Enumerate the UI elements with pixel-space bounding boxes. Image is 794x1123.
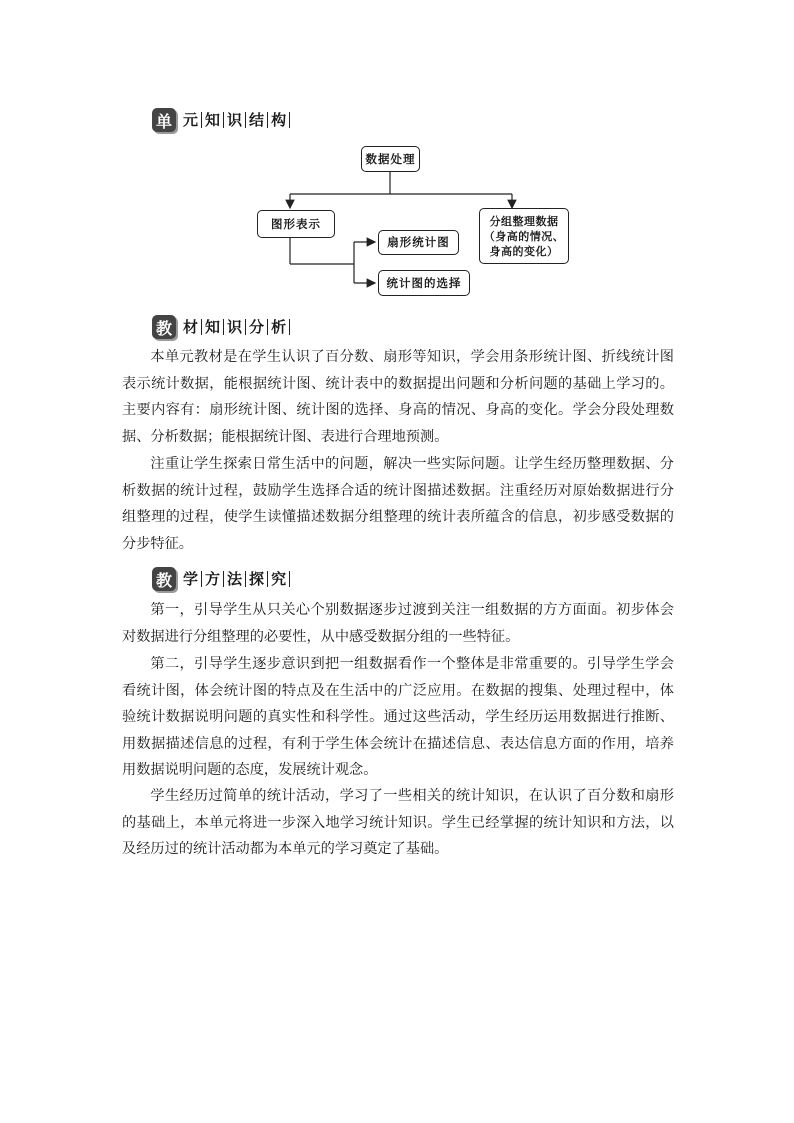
section-heading-textbook-analysis <box>152 313 290 341</box>
node-grouped-data <box>479 208 569 264</box>
knowledge-structure-diagram <box>0 0 794 320</box>
title-char: 识 <box>224 112 246 128</box>
title-char: 分 <box>246 319 268 335</box>
title-char: 结 <box>246 112 268 128</box>
paragraph: 本单元教材是在学生认识了百分数、扇形等知识，学会用条形统计图、折线统计图表示统计数据，能根据统计图、统计表中的数据提出问题和分析问题的基础上学习的。主要内容有：扇形统计图、统计图的选择、身高的情况、身高的变化。学会分段处理数据、分析数据；能根据统计图、表进行合理地预测。 <box>122 349 674 445</box>
paragraph: 注重让学生探索日常生活中的问题，解决一些实际问题。让学生经历整理数据、分析数据的统计过程，鼓励学生选择合适的统计图描述数据。注重经历对原始数据进行分组整理的过程，使学生读懂描述数据分组整理的统计表所蕴含的信息，初步感受数据的分步特征。 <box>122 456 674 552</box>
paragraph: 第二，引导学生逐步意识到把一组数据看作一个整体是非常重要的。引导学生学会看统计图，体会统计图的特点及在生活中的广泛应用。在数据的搜集、处理过程中，体验统计数据说明问题的真实性和科学性。通过这些活动，学生经历运用数据进行推断、用数据描述信息的过程，有利于学生体会统计在描述信息、表达信息方面的作用，培养用数据说明问题的态度，发展统计观念。 <box>122 656 674 778</box>
section-title <box>183 571 290 587</box>
title-char: 识 <box>224 319 246 335</box>
section-badge: 单 <box>152 108 176 132</box>
node-pie-chart: 扇形统计图 <box>378 230 459 255</box>
title-char: 材 <box>183 319 202 335</box>
title-char: 构 <box>268 112 290 128</box>
title-char: 析 <box>268 319 290 335</box>
title-char: 知 <box>202 112 224 128</box>
title-char: 究 <box>268 571 290 587</box>
node-data-processing: 数据处理 <box>361 146 420 172</box>
title-char: 探 <box>246 571 268 587</box>
title-char: 法 <box>224 571 246 587</box>
node-chart-selection: 统计图的选择 <box>378 270 470 296</box>
title-char: 方 <box>202 571 224 587</box>
section-heading-teaching-methods <box>152 565 290 593</box>
paragraph: 学生经历过简单的统计活动，学习了一些相关的统计知识，在认识了百分数和扇形的基础上，本单元将进一步深入地学习统计知识。学生已经掌握的统计知识和方法，以及经历过的统计活动都为本单元的学习奠定了基础。 <box>122 788 674 857</box>
title-char: 知 <box>202 319 224 335</box>
section-title <box>183 319 290 335</box>
title-char: 学 <box>183 571 202 587</box>
node-grouped-data-line1: 分组整理数据 <box>489 214 559 228</box>
section-badge: 教 <box>152 315 176 339</box>
node-grouped-data-line2: （身高的情况、 <box>483 229 565 243</box>
section-badge: 教 <box>152 567 176 591</box>
title-char: 元 <box>183 112 202 128</box>
node-graphic-representation: 图形表示 <box>257 210 335 238</box>
node-grouped-data-line3: 身高的变化） <box>489 244 559 258</box>
paragraph: 第一，引导学生从只关心个别数据逐步过渡到关注一组数据的方方面面。初步体会对数据进行分组整理的必要性，从中感受数据分组的一些特征。 <box>122 602 674 645</box>
